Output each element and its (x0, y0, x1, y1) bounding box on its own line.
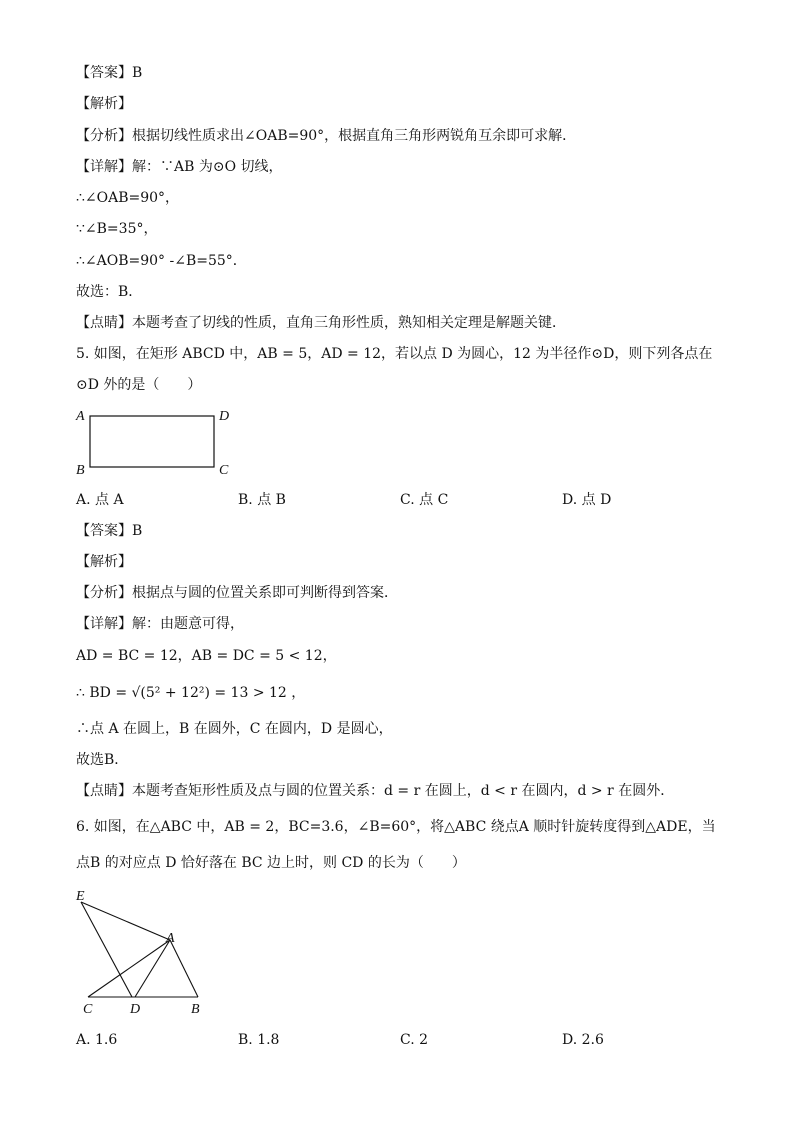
q6-stem-line1: 6. 如图，在△ABC 中，AB = 2，BC=3.6，∠B=60°，将△ABC 绕点A 顺时针旋转度得到△ADE，当 (76, 819, 716, 835)
q4-step1: ∴∠OAB=90°， (76, 190, 180, 206)
segment-ab (170, 940, 198, 997)
label-b: B (191, 1002, 200, 1017)
label-e: E (76, 889, 85, 904)
q5-option-a: A. 点 A (76, 492, 124, 508)
q6-option-b: B. 1.8 (238, 1032, 280, 1048)
q5-option-b: B. 点 B (238, 492, 286, 508)
q5-stem-line2: ⊙D 外的是（ ） (76, 377, 202, 393)
q4-analysis-title: 【解析】 (76, 96, 132, 112)
label-d: D (219, 409, 230, 424)
q5-option-c: C. 点 C (400, 492, 449, 508)
q4-xiangjie: 【详解】解：∵AB 为⊙O 切线， (76, 159, 283, 175)
segment-ca (88, 940, 170, 997)
label-c: C (83, 1002, 93, 1017)
label-a: A (76, 409, 85, 424)
q5-step1: AD = BC = 12，AB = DC = 5 < 12， (76, 648, 337, 664)
q5-dianjing: 【点睛】本题考查矩形性质及点与圆的位置关系：d = r 在圆上，d < r 在圆内，d > r 在圆外． (76, 783, 675, 799)
q5-stem-line1: 5. 如图，在矩形 ABCD 中，AB = 5，AD = 12，若以点 D 为圆心，12 为半径作⊙D，则下列各点在 (76, 346, 713, 362)
q4-dianjing: 【点睛】本题考查了切线的性质，直角三角形性质，熟知相关定理是解题关键． (76, 315, 566, 331)
q6-triangle-figure (72, 882, 222, 1018)
segment-ec (81, 902, 132, 997)
label-b: B (76, 463, 85, 478)
q5-rectangle-figure (74, 404, 244, 480)
rectangle-abcd (90, 416, 214, 467)
segment-da (135, 940, 170, 997)
q5-xiangjie: 【详解】解：由题意可得， (76, 616, 244, 632)
label-d: D (130, 1002, 141, 1017)
q4-answer: 【答案】B (76, 65, 143, 81)
label-a: A (166, 931, 175, 946)
q6-stem-line2: 点B 的对应点 D 恰好落在 BC 边上时，则 CD 的长为（ ） (76, 855, 466, 871)
q5-step3: ∴点 A 在圆上，B 在圆外，C 在圆内，D 是圆心， (76, 721, 393, 737)
q6-option-d: D. 2.6 (562, 1032, 604, 1048)
q4-step2: ∵∠B=35°， (76, 221, 158, 237)
q4-step3: ∴∠AOB=90° -∠B=55°． (76, 253, 247, 269)
segment-ea (81, 902, 170, 940)
q6-option-c: C. 2 (400, 1032, 429, 1048)
q6-option-a: A. 1.6 (76, 1032, 118, 1048)
q5-fenxi: 【分析】根据点与圆的位置关系即可判断得到答案． (76, 585, 398, 601)
label-c: C (219, 463, 229, 478)
q4-choose: 故选：B． (76, 284, 143, 300)
q5-analysis-title: 【解析】 (76, 554, 132, 570)
q5-answer: 【答案】B (76, 523, 143, 539)
q5-step2: ∴ BD = √(5² + 12²) = 13 > 12 ， (76, 685, 306, 701)
q5-option-d: D. 点 D (562, 492, 612, 508)
q5-choose: 故选B． (76, 752, 129, 768)
q4-fenxi: 【分析】根据切线性质求出∠OAB=90°，根据直角三角形两锐角互余即可求解． (76, 128, 577, 144)
